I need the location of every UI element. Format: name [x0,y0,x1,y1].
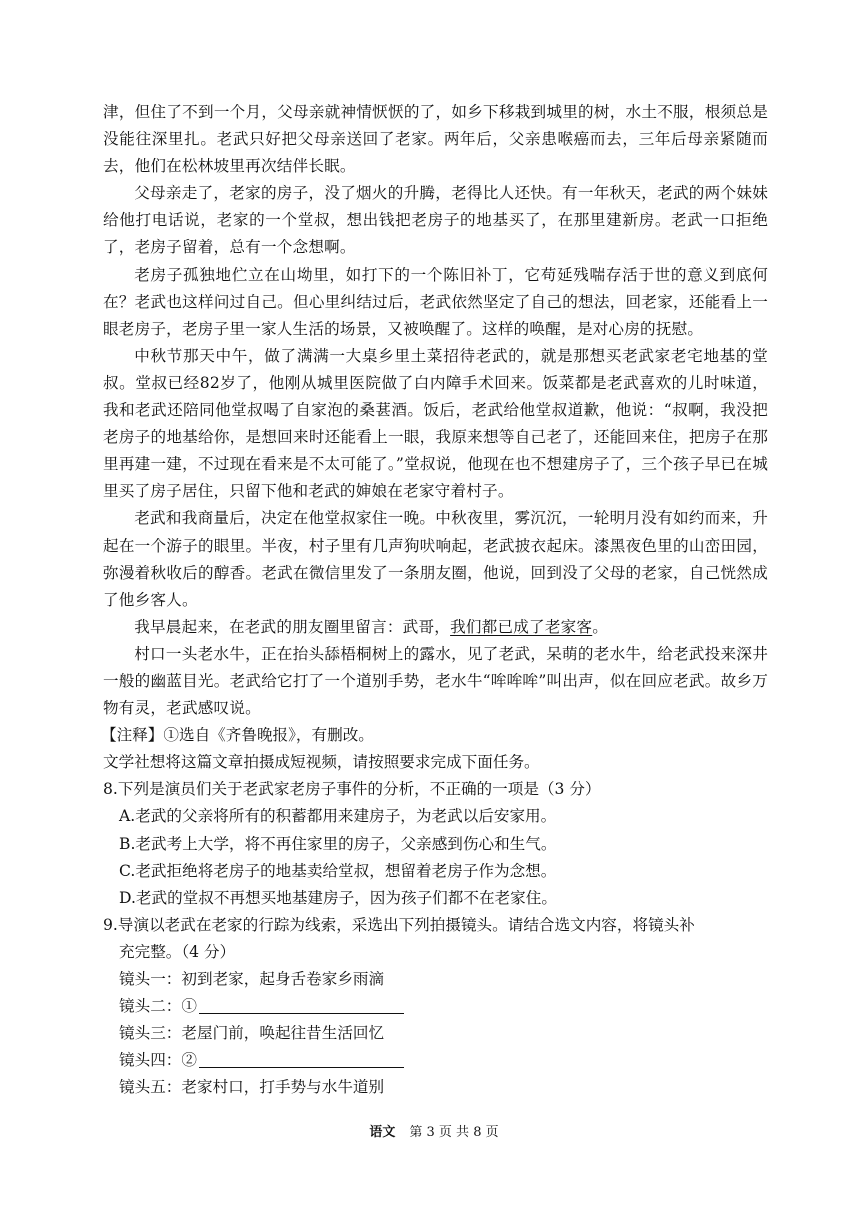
passage-paragraph-2: 父母亲走了，老家的房子，没了烟火的升腾，老得比人还快。有一年秋天，老武的两个妹妹给他打电话说，老家的一个堂叔，想出钱把老房子的地基买了，在那里建新房。老武一口拒绝了，老房子留着，总有一个念想啊。 [103,184,768,257]
passage [103,99,768,1101]
passage-paragraph-6 [103,614,768,641]
shot-4-label: 镜头四：② [119,1051,197,1070]
question-8-option-d: D.老武的堂叔不再想买地基建房子，因为孩子们都不在老家住。 [119,888,557,907]
question-9-stem: 9.导演以老武在老家的行踪为线索，采选出下列拍摄镜头。请结合选文内容，将镜头补 [103,915,695,934]
passage-paragraph-5: 老武和我商量后，决定在他堂叔家住一晚。中秋夜里，雾沉沉，一轮明月没有如约而来，升起在一个游子的眼里。半夜，村子里有几声狗吠响起，老武披衣起床。漆黑夜色里的山峦田园，弥漫着秋收后的醇香。老武在微信里发了一条朋友圈，他说，回到没了父母的老家，自己恍然成了他乡客人。 [103,509,768,609]
passage-paragraph-4: 中秋节那天中午，做了满满一大桌乡里土菜招待老武的，就是那想买老武家老宅地基的堂叔。堂叔已经82岁了，他刚从城里医院做了白内障手术回来。饭菜都是老武喜欢的儿时味道，我和老武还陪同他堂叔喝了自家泡的桑葚酒。饭后，老武给他堂叔道歉，他说：“叔啊，我没把老房子的地基给你，是想回来时还能看上一眼，我原来想等自己老了，还能回来住，把房子在那里再建一建，不过现在看来是不太可能了。”堂叔说，他现在也不想建房子了，三个孩子早已在城里买了房子居住，只留下他和老武的婶娘在老家守着村子。 [103,346,768,501]
question-8-option-b: B.老武考上大学，将不再住家里的房子，父亲感到伤心和生气。 [119,834,557,853]
source-note: 【注释】①选自《齐鲁晚报》，有删改。 [101,726,374,745]
shot-2 [103,993,768,1020]
passage-paragraph-3: 老房子孤独地伫立在山坳里，如打下的一个陈旧补丁，它苟延残喘存活于世的意义到底何在？老武也这样问过自己。但心里纠结过后，老武依然坚定了自己的想法，回老家，还能看上一眼老房子，老房子里一家人生活的场景，又被唤醒了。这样的唤醒，是对心房的抚慰。 [103,265,768,338]
footer-subject: 语文 [369,1125,396,1140]
paragraph-6-end: 。 [592,617,609,636]
shot-2-label: 镜头二：① [119,997,197,1016]
underlined-sentence: 我们都已成了老家客 [450,617,593,636]
answer-blank-2[interactable] [199,1051,404,1068]
question-9-stem-cont: 充完整。（4 分） [119,942,236,961]
task-instruction: 文学社想将这篇文章拍摄成短视频，请按照要求完成下面任务。 [103,753,540,772]
shot-5: 镜头五：老家村口，打手势与水牛道别 [119,1078,385,1097]
shot-4 [103,1047,768,1074]
paragraph-6-lead: 我早晨起来，在老武的朋友圈里留言：武哥， [134,617,451,636]
page-footer [0,1121,868,1140]
question-8-option-c: C.老武拒绝将老房子的地基卖给堂叔，想留着老房子作为念想。 [119,861,557,880]
question-8-stem: 8.下列是演员们关于老武家老房子事件的分析，不正确的一项是（3 分） [103,780,601,799]
passage-paragraph-7: 村口一头老水牛，正在抬头舔梧桐树上的露水，见了老武，呆萌的老水牛，给老武投来深井一般的幽蓝目光。老武给它打了一个道别手势，老水牛“哞哞哞”叫出声，似在回应老武。故乡万物有灵，老武感叹说。 [103,644,768,718]
answer-blank-1[interactable] [199,997,404,1014]
question-8-option-a: A.老武的父亲将所有的积蓄都用来建房子，为老武以后安家用。 [119,807,557,826]
footer-page-info: 第 3 页 共 8 页 [409,1125,499,1140]
passage-paragraph-1: 津，但住了不到一个月，父母亲就神情恹恹的了，如乡下移栽到城里的树，水土不服，根须总是没能往深里扎。老武只好把父母亲送回了老家。两年后，父亲患喉癌而去，三年后母亲紧随而去，他们在松林坡里再次结伴长眠。 [103,103,768,176]
shot-1: 镜头一：初到老家，起身舌卷家乡雨滴 [119,970,385,988]
shot-3: 镜头三：老屋门前，唤起往昔生活回忆 [119,1024,385,1043]
